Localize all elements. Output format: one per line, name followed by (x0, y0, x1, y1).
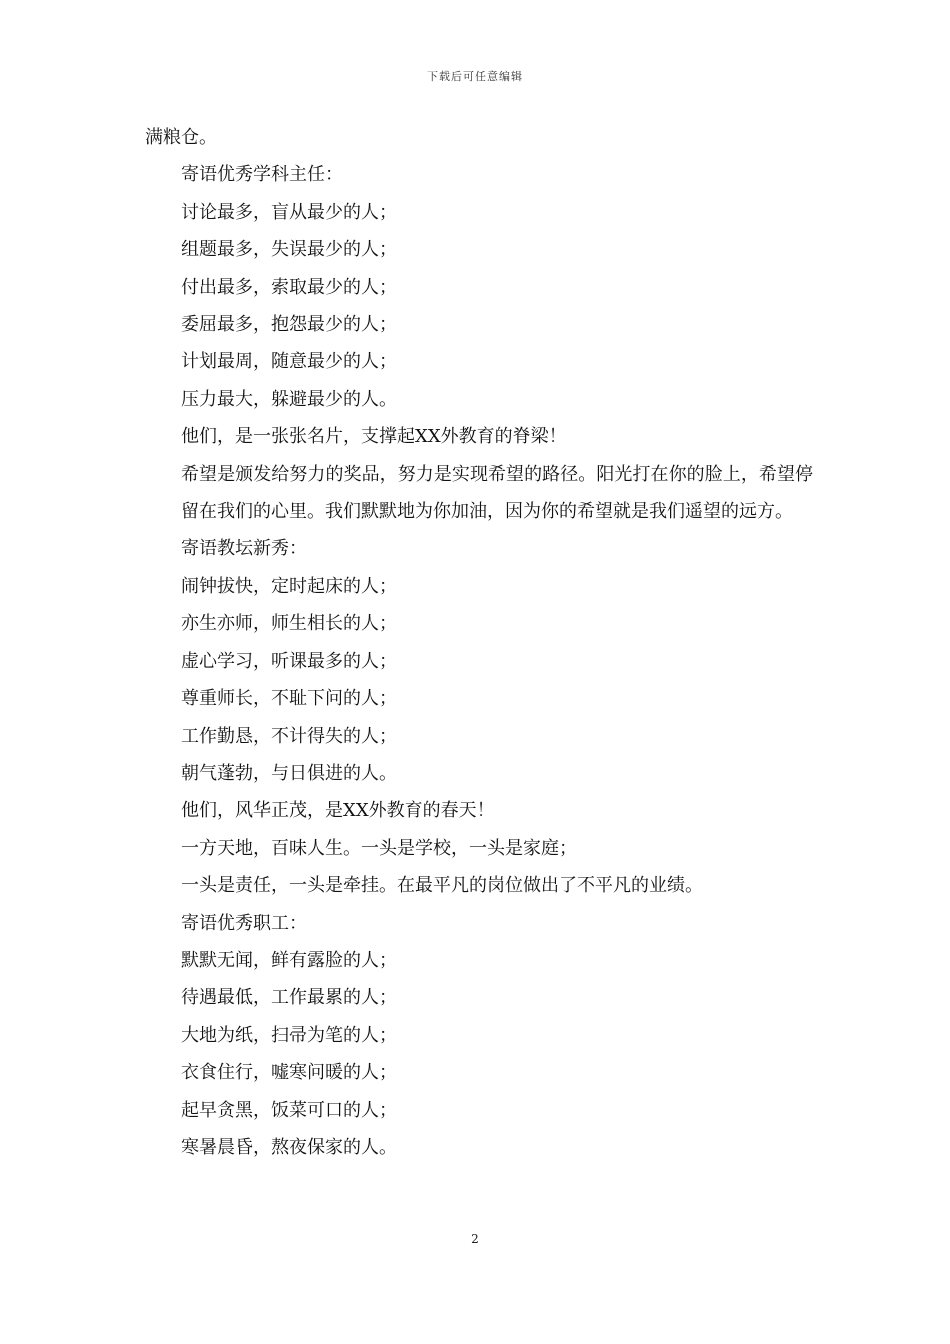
paragraph: 他们，是一张张名片，支撑起XX外教育的脊梁！ (181, 426, 567, 448)
paragraph: 衣食住行，嘘寒问暖的人； (181, 1062, 397, 1084)
paragraph: 寄语优秀职工： (181, 912, 307, 934)
page-header: 下载后可任意编辑 (427, 70, 523, 83)
paragraph: 寒暑晨昏，熬夜保家的人。 (181, 1136, 397, 1158)
paragraph: 闹钟拔快，定时起床的人； (181, 575, 397, 597)
paragraph: 尊重师长，不耻下问的人； (181, 688, 397, 710)
paragraph: 待遇最低，工作最累的人； (181, 987, 397, 1009)
paragraph: 寄语教坛新秀： (181, 538, 307, 560)
paragraph: 大地为纸，扫帚为笔的人； (181, 1024, 397, 1046)
paragraph: 寄语优秀学科主任： (181, 164, 343, 186)
paragraph: 委屈最多，抱怨最少的人； (181, 314, 397, 336)
paragraph: 起早贪黑，饭菜可口的人； (181, 1099, 397, 1121)
paragraph: 讨论最多，盲从最少的人； (181, 201, 397, 223)
document-body (145, 119, 813, 1166)
paragraph: 工作勤恳，不计得失的人； (181, 725, 397, 747)
paragraph: 他们，风华正茂，是XX外教育的春天！ (181, 800, 495, 822)
paragraph: 默默无闻，鲜有露脸的人； (181, 949, 397, 971)
paragraph: 压力最大，躲避最少的人。 (181, 388, 397, 410)
paragraph: 亦生亦师，师生相长的人； (181, 613, 397, 635)
page-number: 2 (471, 1232, 479, 1246)
paragraph: 付出最多，索取最少的人； (181, 276, 397, 298)
paragraph: 虚心学习，听课最多的人； (181, 650, 397, 672)
paragraph: 希望是颁发给努力的奖品，努力是实现希望的路径。阳光打在你的脸上，希望停留在我们的心里。我们默默地为你加油，因为你的希望就是我们遥望的远方。 (181, 463, 813, 523)
paragraph: 满粮仓。 (145, 127, 217, 148)
paragraph: 计划最周，随意最少的人； (181, 351, 397, 373)
paragraph: 组题最多，失误最少的人； (181, 239, 397, 261)
paragraph: 朝气蓬勃，与日俱进的人。 (181, 762, 397, 784)
paragraph: 一方天地，百味人生。一头是学校，一头是家庭； (181, 837, 577, 859)
paragraph: 一头是责任，一头是牵挂。在最平凡的岗位做出了不平凡的业绩。 (181, 875, 703, 897)
